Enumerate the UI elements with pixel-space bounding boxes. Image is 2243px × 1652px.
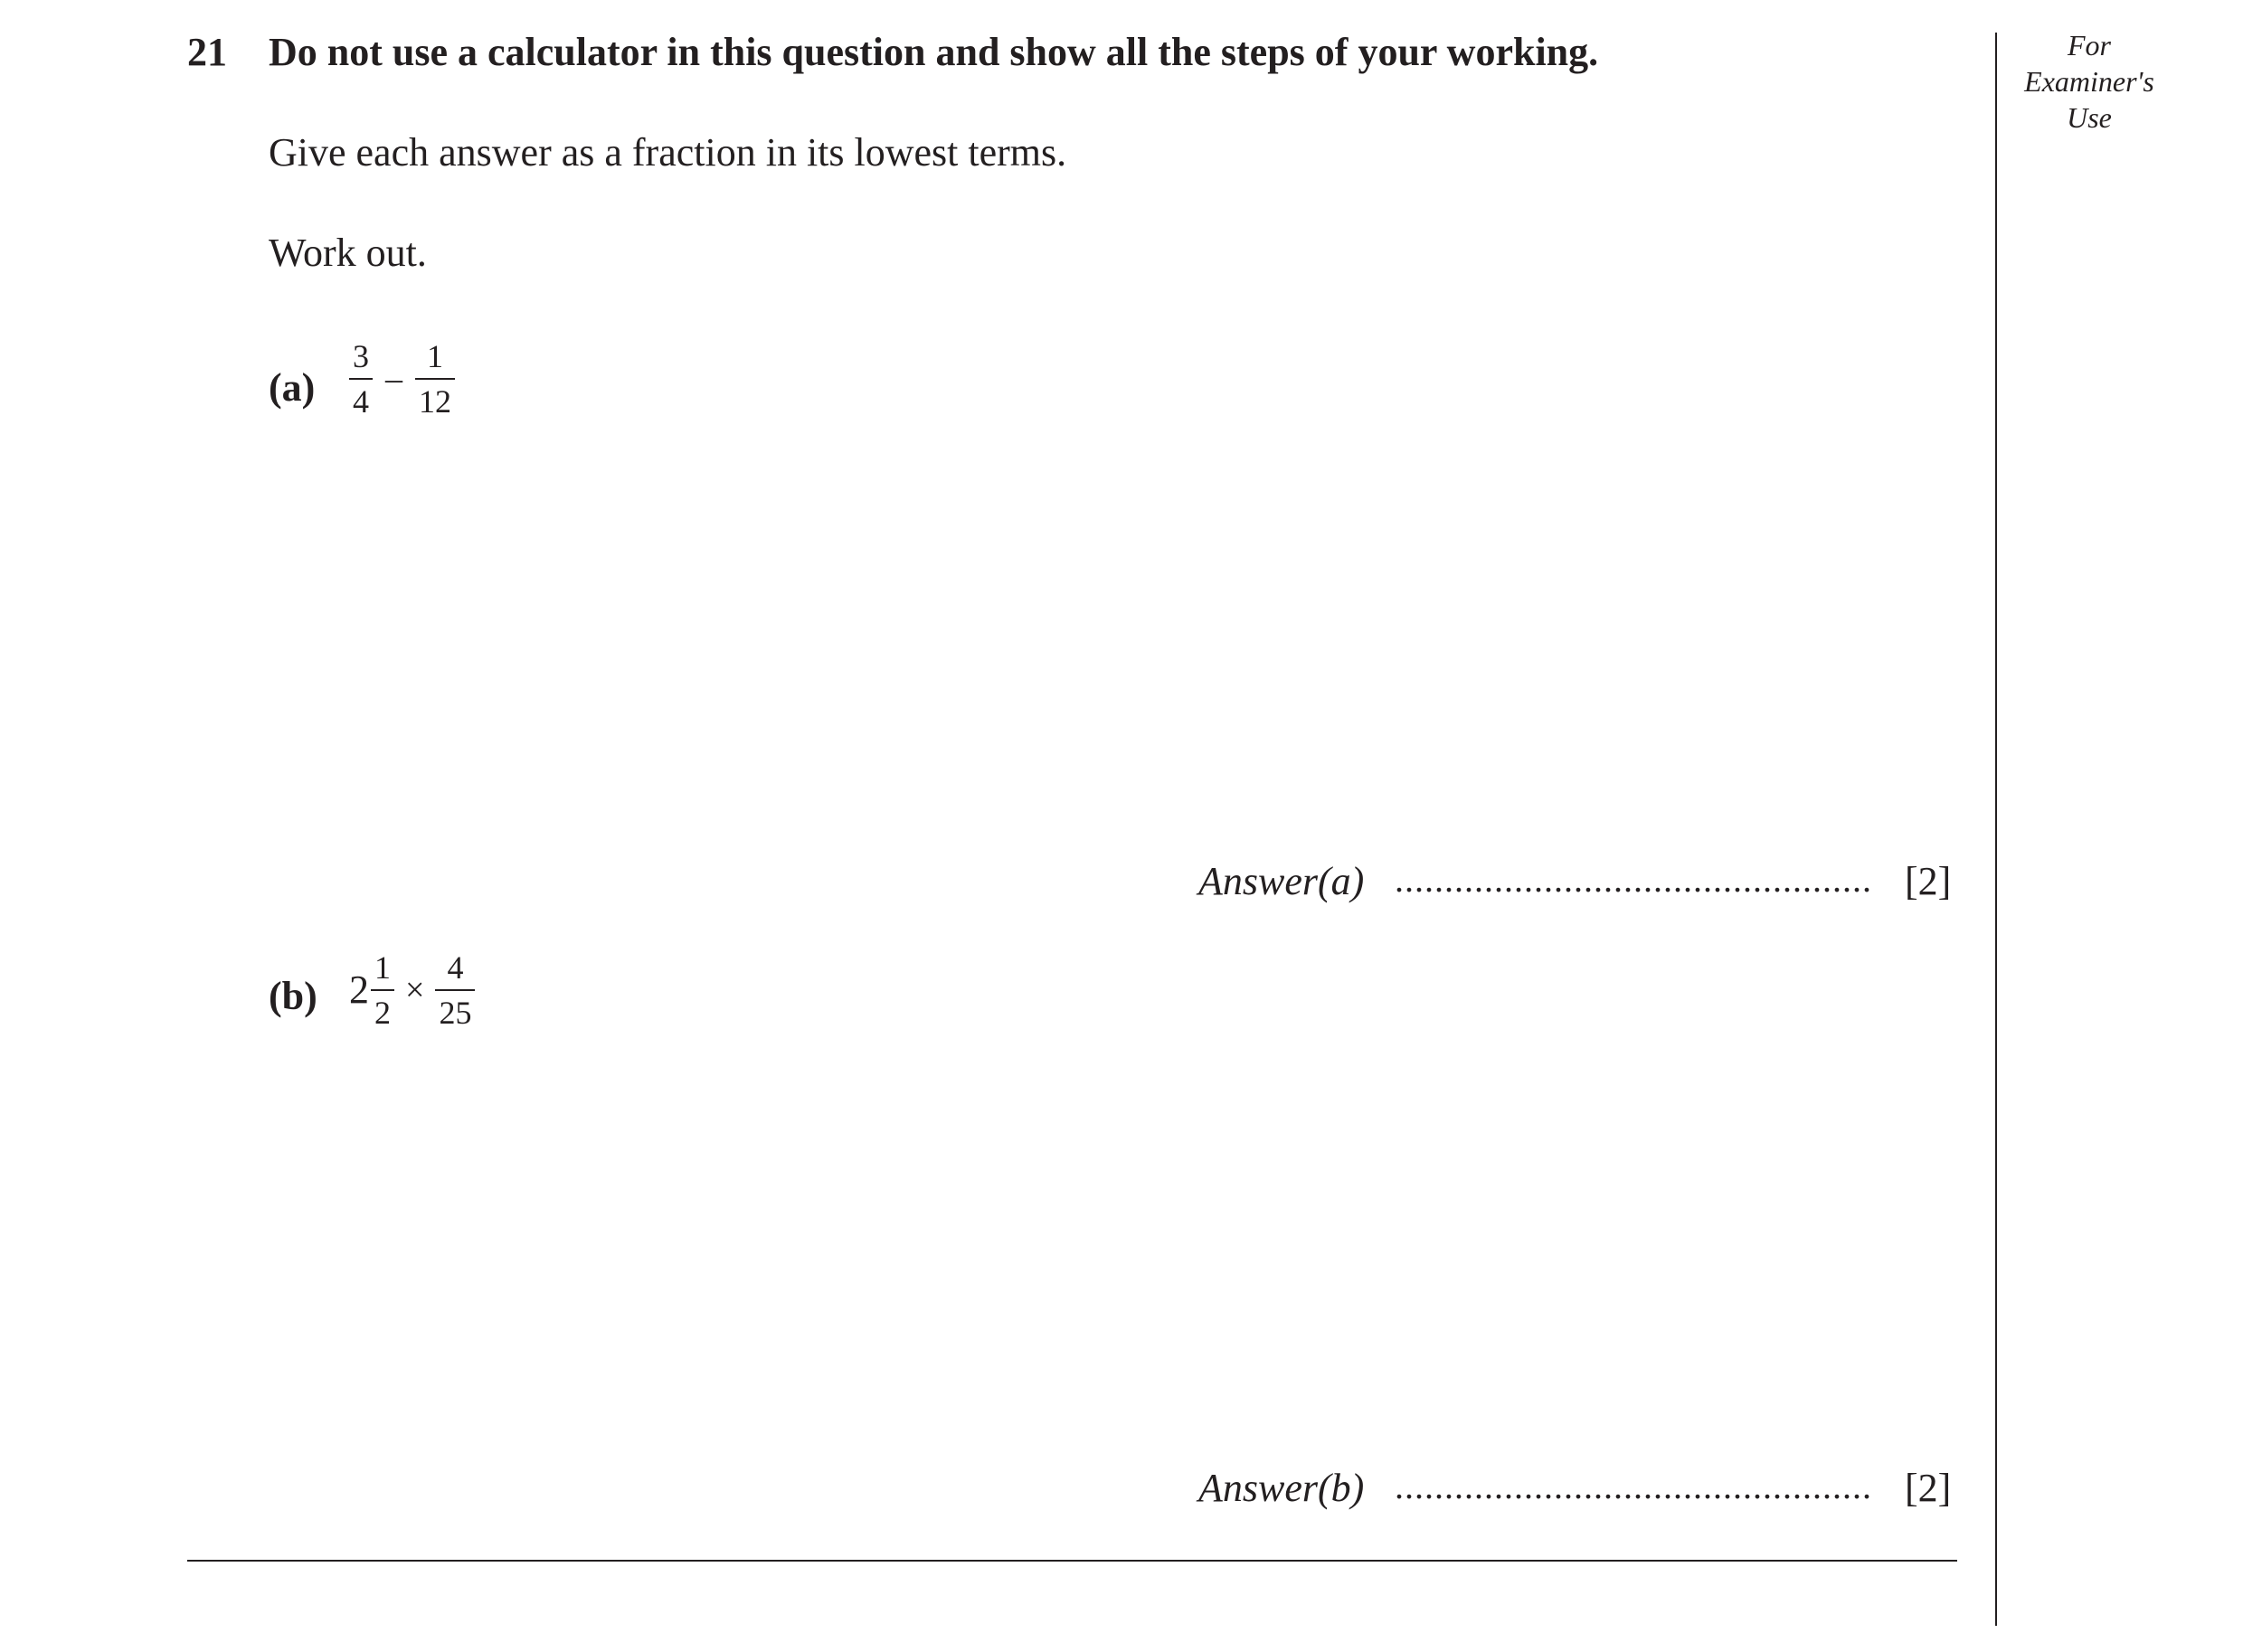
fraction-numerator: 1 [427,338,443,374]
fraction-denominator: 12 [415,378,455,418]
minus-operator: – [385,360,402,398]
examiner-use-column [2008,27,2171,136]
answer-a-label: Answer(a) [1198,859,1365,903]
answer-b-label: Answer(b) [1198,1466,1365,1510]
part-b-expression [349,951,475,1029]
work-out-instruction: Work out. [269,231,427,275]
mixed-number [349,951,394,1029]
part-a-label: (a) [269,365,316,410]
whole-number: 2 [349,968,369,1012]
examiner-line-1: For [2068,29,2111,61]
examiner-line-2: Examiner's [2024,65,2154,98]
answer-b-line[interactable]: ................................................ [1395,1466,1872,1506]
bottom-divider [187,1560,1957,1562]
fraction-denominator: 2 [371,989,394,1029]
question-instruction: Do not use a calculator in this question and show all the steps of your working. [269,30,1599,74]
answer-b-marks: [2] [1905,1466,1952,1510]
fraction-numerator: 1 [374,949,391,986]
question-number: 21 [187,30,227,74]
answer-a-marks: [2] [1905,859,1952,903]
part-b-fraction-2 [435,951,475,1029]
margin-divider [1995,33,1997,1626]
fraction-numerator: 3 [353,338,369,374]
fraction-denominator: 25 [435,989,475,1029]
examiner-line-3: Use [2067,101,2112,134]
fraction-numerator: 4 [447,949,464,986]
multiply-operator: × [405,971,425,1009]
answer-a-line[interactable]: ................................................ [1395,859,1872,900]
part-a-fraction-2 [415,340,455,418]
fraction-denominator: 4 [349,378,373,418]
answer-format-instruction: Give each answer as a fraction in its lowest terms. [269,130,1067,175]
part-a-fraction-1 [349,340,373,418]
part-b-fraction-1 [371,951,394,1029]
part-b-label: (b) [269,974,317,1018]
part-a-expression [349,340,455,418]
